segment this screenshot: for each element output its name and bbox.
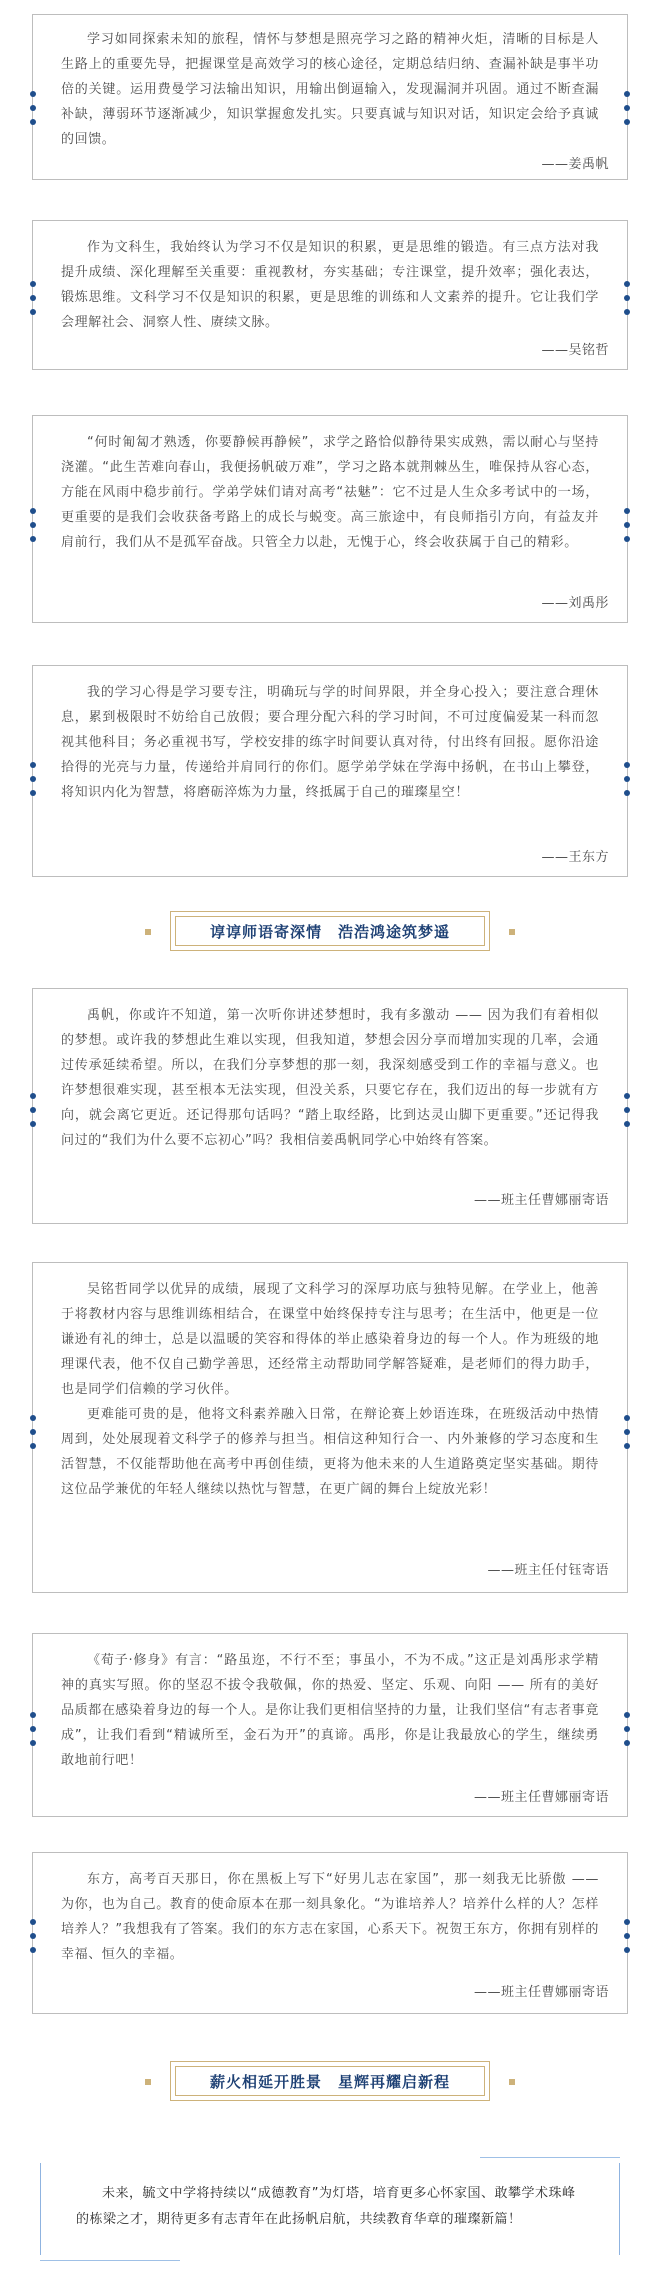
dot-ornament (30, 762, 36, 768)
dot-ornament (624, 1740, 630, 1746)
dot-ornament (30, 281, 36, 287)
teacher-signature: ——班主任曹娜丽寄语 (473, 1985, 609, 2000)
dot-ornament (30, 790, 36, 796)
dot-ornament (624, 762, 630, 768)
card-dots-right (624, 1093, 630, 1127)
card-dots-left (30, 1415, 36, 1449)
dot-ornament (30, 91, 36, 97)
dot-ornament (624, 1933, 630, 1939)
dot-ornament (624, 790, 630, 796)
teacher-message-text (33, 1867, 627, 1967)
message-paragraph: 《荀子·修身》有言：“路虽迩，不行不至；事虽小，不为不成。”这正是刘禹彤求学精神的真实写照。你的坚忍不拔令我敬佩，你的热爱、坚定、乐观、向阳 —— 所有的美好品质都在感染着身边的每一个人。是你让我们更相信坚持的力量，让我们坚信“有志者事竟成”，让我们看到“精诚所至，金石为开”的真谛。禹彤，你是让我最放心的学生，继续勇敢地前行吧！ (61, 1653, 599, 1768)
banner-ornament-right (509, 929, 515, 935)
banner-ornament-right (509, 2079, 515, 2085)
card-dots-left (30, 1919, 36, 1953)
teacher-message-card-4 (32, 1852, 628, 2014)
card-dots-left (30, 1093, 36, 1127)
reflection-card-2 (32, 220, 628, 370)
dot-ornament (30, 119, 36, 125)
dot-ornament (30, 1121, 36, 1127)
dot-ornament (30, 508, 36, 514)
dot-ornament (624, 1712, 630, 1718)
dot-ornament (624, 1919, 630, 1925)
dot-ornament (30, 522, 36, 528)
dot-ornament (30, 1093, 36, 1099)
dot-ornament (30, 309, 36, 315)
decor-line-bottom (40, 2260, 180, 2261)
reflection-text: 学习如同探索未知的旅程，情怀与梦想是照亮学习之路的精神火炬，清晰的目标是人生路上的重要先导，把握课堂是高效学习的核心途径，定期总结归纳、查漏补缺是事半功倍的关键。运用费曼学习法输出知识，用输出倒逼输入，发现漏洞并巩固。通过不断查漏补缺，薄弱环节逐渐减少，知识掌握愈发扎实。只要真诚与知识对话，知识定会给予真诚的回馈。 (61, 32, 599, 147)
banner-ornament-left (145, 2079, 151, 2085)
dot-ornament (624, 1121, 630, 1127)
dot-ornament (30, 1726, 36, 1732)
teacher-signature: ——班主任曹娜丽寄语 (473, 1790, 609, 1805)
dot-ornament (30, 1933, 36, 1939)
dot-ornament (624, 1726, 630, 1732)
card-dots-left (30, 1712, 36, 1746)
section-banner-future (170, 2061, 490, 2101)
dot-ornament (624, 1947, 630, 1953)
teacher-message-text (33, 1003, 627, 1153)
reflection-card-4 (32, 665, 628, 877)
dot-ornament (624, 105, 630, 111)
dot-ornament (624, 1093, 630, 1099)
message-paragraph: 东方，高考百天那日，你在黑板上写下“好男儿志在家国”，那一刻我无比骄傲 —— 为你，也为自己。教育的使命原本在那一刻具象化。“为谁培养人？培养什么样的人？怎样培养人？”我想我有了答案。我们的东方志在家国，心系天下。祝贺王东方，你拥有别样的幸福、恒久的幸福。 (61, 1872, 599, 1962)
dot-ornament (30, 105, 36, 111)
dot-ornament (624, 1107, 630, 1113)
dot-ornament (624, 91, 630, 97)
dot-ornament (30, 536, 36, 542)
teacher-message-card-2 (32, 1262, 628, 1593)
message-paragraph: 吴铭哲同学以优异的成绩，展现了文科学习的深厚功底与独特见解。在学业上，他善于将教材内容与思维训练相结合，在课堂中始终保持专注与思考；在生活中，他更是一位谦逊有礼的绅士，总是以温暖的笑容和得体的举止感染着身边的每一个人。作为班级的地理课代表，他不仅自己勤学善思，还经常主动帮助同学解答疑难，是老师们的得力助手，也是同学们信赖的学习伙伴。 (61, 1282, 599, 1397)
dot-ornament (624, 119, 630, 125)
card-dots-right (624, 1415, 630, 1449)
dot-ornament (624, 536, 630, 542)
card-dots-right (624, 762, 630, 796)
dot-ornament (624, 508, 630, 514)
reflection-signature: ——刘禹彤 (541, 596, 609, 611)
card-dots-right (624, 1712, 630, 1746)
dot-ornament (30, 1429, 36, 1435)
dot-ornament (30, 295, 36, 301)
dot-ornament (30, 1415, 36, 1421)
reflection-signature: ——吴铭哲 (541, 343, 609, 358)
decor-line-top (480, 2157, 620, 2158)
banner-title: 薪火相延开胜景 星辉再耀启新程 (175, 2066, 485, 2096)
card-dots-left (30, 281, 36, 315)
dot-ornament (30, 1919, 36, 1925)
dot-ornament (624, 522, 630, 528)
banner-ornament-left (145, 929, 151, 935)
dot-ornament (624, 309, 630, 315)
teacher-message-card-1 (32, 988, 628, 1224)
dot-ornament (624, 281, 630, 287)
teacher-signature: ——班主任付钰寄语 (487, 1563, 609, 1578)
closing-statement (40, 2157, 620, 2261)
card-dots-right (624, 508, 630, 542)
dot-ornament (30, 1740, 36, 1746)
reflection-text: 作为文科生，我始终认为学习不仅是知识的积累，更是思维的锻造。有三点方法对我提升成绩、深化理解至关重要：重视教材，夯实基础；专注课堂，提升效率；强化表达，锻炼思维。文科学习不仅是知识的积累，更是思维的训练和人文素养的提升。它让我们学会理解社会、洞察人性、赓续文脉。 (61, 240, 599, 330)
teacher-message-card-3 (32, 1633, 628, 1817)
teacher-message-text (33, 1277, 627, 1502)
dot-ornament (624, 1415, 630, 1421)
reflection-text: “何时匍匐才熟透，你要静候再静候”，求学之路恰似静待果实成熟，需以耐心与坚持浇灌。“此生苦难向春山，我便扬帆破万难”，学习之路本就荆棘丛生，唯保持从容心态，方能在风雨中稳步前行。学弟学妹们请对高考“祛魅”：它不过是人生众多考试中的一场，更重要的是我们会收获备考路上的成长与蜕变。高三旅途中，有良师指引方向，有益友并肩前行，我们从不是孤军奋战。只管全力以赴，无愧于心，终会收获属于自己的精彩。 (61, 435, 599, 550)
reflection-card-3 (32, 415, 628, 623)
card-dots-right (624, 91, 630, 125)
dot-ornament (624, 1429, 630, 1435)
reflection-signature: ——王东方 (541, 850, 609, 865)
banner-title: 谆谆师语寄深情 浩浩鸿途筑梦遥 (175, 916, 485, 946)
teacher-message-text (33, 1648, 627, 1773)
dot-ornament (30, 1443, 36, 1449)
dot-ornament (30, 1107, 36, 1113)
dot-ornament (624, 1443, 630, 1449)
message-paragraph: 更难能可贵的是，他将文科素养融入日常，在辩论赛上妙语连珠，在班级活动中热情周到，处处展现着文科学子的修养与担当。相信这种知行合一、内外兼修的学习态度和生活智慧，不仅能帮助他在高考中再创佳绩，更将为他未来的人生道路奠定坚实基础。期待这位品学兼优的年轻人继续以热忱与智慧，在更广阔的舞台上绽放光彩！ (61, 1407, 599, 1497)
card-dots-left (30, 91, 36, 125)
card-dots-right (624, 281, 630, 315)
closing-text: 未来，毓文中学将持续以“成德教育”为灯塔，培育更多心怀家国、敢攀学术珠峰的栋梁之才，期待更多有志青年在此扬帆启航，共续教育华章的璀璨新篇！ (76, 2186, 576, 2227)
dot-ornament (30, 776, 36, 782)
reflection-card-1 (32, 14, 628, 180)
card-dots-right (624, 1919, 630, 1953)
dot-ornament (30, 1712, 36, 1718)
card-dots-left (30, 508, 36, 542)
dot-ornament (30, 1947, 36, 1953)
teacher-signature: ——班主任曹娜丽寄语 (473, 1193, 609, 1208)
card-dots-left (30, 762, 36, 796)
reflection-signature: ——姜禹帆 (541, 157, 609, 172)
reflection-text: 我的学习心得是学习要专注，明确玩与学的时间界限，并全身心投入；要注意合理休息，累到极限时不妨给自己放假；要合理分配六科的学习时间，不可过度偏爱某一科而忽视其他科目；务必重视书写，学校安排的练字时间要认真对待，付出终有回报。愿你沿途拾得的光亮与力量，传递给并肩同行的你们。愿学弟学妹在学海中扬帆，在书山上攀登，将知识内化为智慧，将磨砺淬炼为力量，终抵属于自己的璀璨星空！ (61, 685, 599, 800)
section-banner-teachers (170, 911, 490, 951)
dot-ornament (624, 776, 630, 782)
dot-ornament (624, 295, 630, 301)
message-paragraph: 禹帆，你或许不知道，第一次听你讲述梦想时，我有多激动 —— 因为我们有着相似的梦想。或许我的梦想此生难以实现，但我知道，梦想会因分享而增加实现的几率，会通过传承延续希望。所以，在我们分享梦想的那一刻，我深刻感受到工作的幸福与意义。也许梦想很难实现，甚至根本无法实现，但没关系，只要它存在，我们迈出的每一步就有方向，就会离它更近。还记得那句话吗？“踏上取经路，比到达灵山脚下更重要。”还记得我问过的“我们为什么要不忘初心”吗？我相信姜禹帆同学心中始终有答案。 (61, 1008, 599, 1148)
